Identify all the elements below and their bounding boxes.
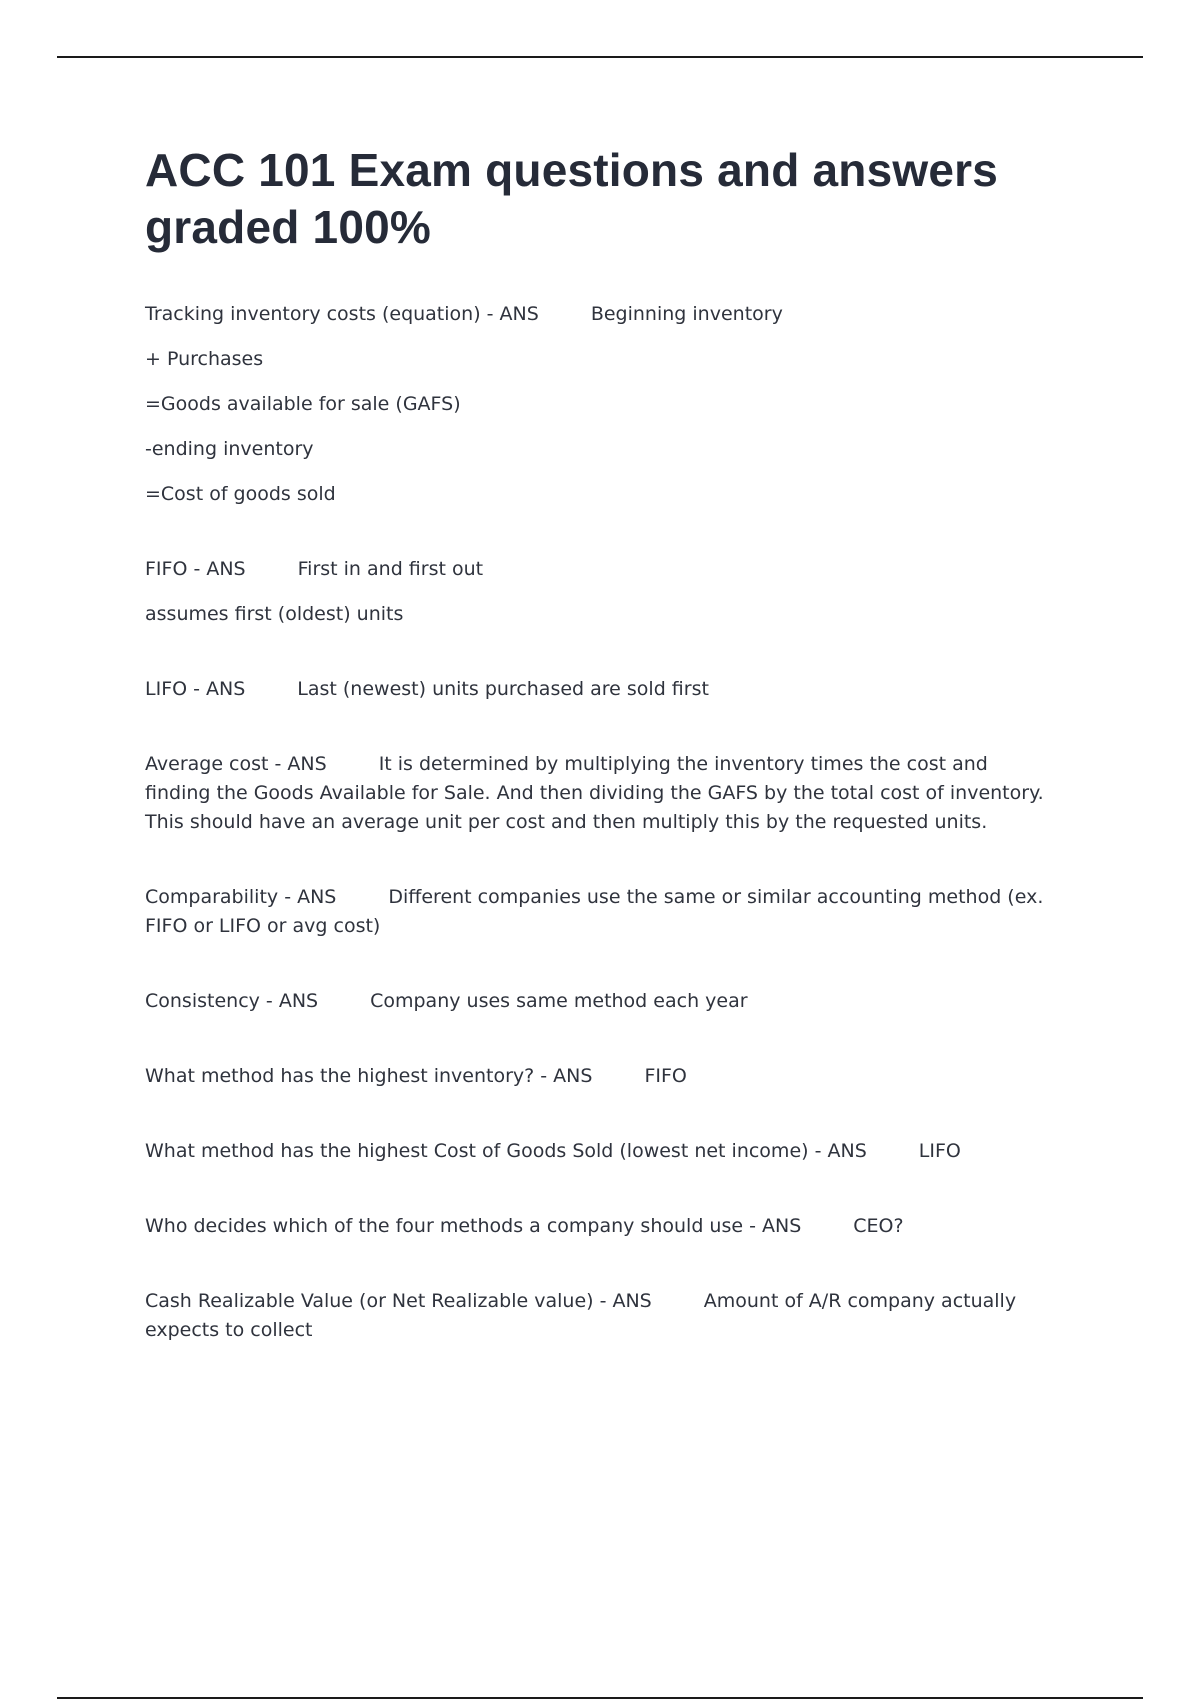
answer-continuation: -ending inventory — [145, 438, 314, 460]
qa-entry — [145, 555, 1045, 629]
bottom-rule — [57, 1697, 1143, 1699]
answer-text: First in and first out — [297, 558, 484, 580]
answer-text: Last (newest) units purchased are sold first — [297, 678, 709, 700]
question-text: Average cost - ANS — [145, 753, 327, 775]
qa-entry — [145, 1287, 1045, 1345]
question-text: What method has the highest inventory? - ANS — [145, 1065, 593, 1087]
document-page — [145, 142, 1045, 1391]
qa-entry — [145, 675, 1045, 704]
qa-line — [145, 1287, 1045, 1345]
answer-text: LIFO — [918, 1140, 961, 1162]
question-text: LIFO - ANS — [145, 678, 246, 700]
answer-text: FIFO — [644, 1065, 687, 1087]
qa-line — [145, 675, 1045, 704]
qa-entry — [145, 1212, 1045, 1241]
document-title: ACC 101 Exam questions and answers graded 100% — [145, 144, 998, 253]
answer-continuation: =Cost of goods sold — [145, 483, 336, 505]
answer-text: Beginning inventory — [590, 303, 783, 325]
question-text: Consistency - ANS — [145, 990, 319, 1012]
question-text: Comparability - ANS — [145, 886, 337, 908]
answer-continuation: + Purchases — [145, 348, 264, 370]
qa-entry — [145, 1062, 1045, 1091]
question-text: FIFO - ANS — [145, 558, 246, 580]
top-rule — [57, 56, 1143, 58]
qa-line — [145, 883, 1045, 941]
qa-line — [145, 1062, 1045, 1091]
qa-line — [145, 1212, 1045, 1241]
qa-line — [145, 300, 1045, 329]
qa-entry — [145, 1137, 1045, 1166]
question-text: What method has the highest Cost of Goods Sold (lowest net income) - ANS — [145, 1140, 867, 1162]
question-text: Who decides which of the four methods a company should use - ANS — [145, 1215, 802, 1237]
answer-continuation: assumes first (oldest) units — [145, 603, 404, 625]
qa-entry — [145, 883, 1045, 941]
qa-line — [145, 750, 1045, 837]
qa-entry — [145, 300, 1045, 509]
qa-entry — [145, 750, 1045, 837]
qa-line — [145, 987, 1045, 1016]
qa-line — [145, 555, 1045, 584]
answer-text: Different companies use the same or similar accounting method (ex. FIFO or LIFO or avg cost) — [145, 886, 1044, 937]
answer-text: Company uses same method each year — [370, 990, 748, 1012]
question-text: Tracking inventory costs (equation) - ANS — [145, 303, 539, 325]
answer-text: Amount of A/R company actually expects to collect — [145, 1290, 1017, 1341]
answer-continuation: =Goods available for sale (GAFS) — [145, 393, 461, 415]
answer-text: It is determined by multiplying the inventory times the cost and finding the Goods Available for Sale. And then dividing the GAFS by the total cost of inventory. This should have an average unit per cost and then multiply this by the requested units. — [145, 753, 1044, 833]
answer-text: CEO? — [853, 1215, 904, 1237]
qa-list — [145, 300, 1045, 1345]
question-text: Cash Realizable Value (or Net Realizable value) - ANS — [145, 1290, 652, 1312]
qa-entry — [145, 987, 1045, 1016]
qa-line — [145, 1137, 1045, 1166]
